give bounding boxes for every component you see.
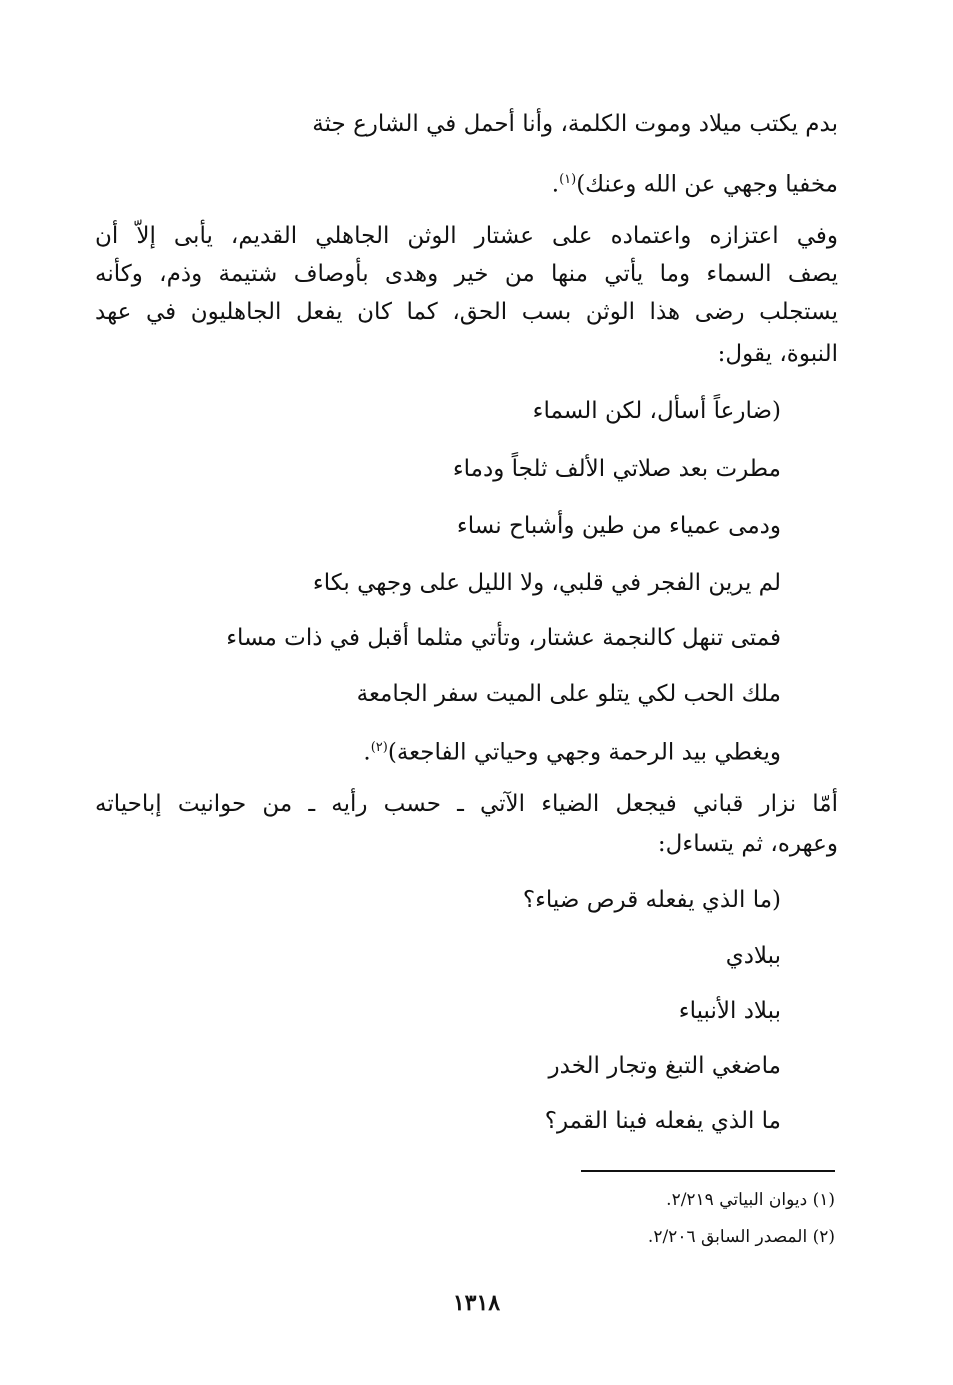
page-number: ١٣١٨ <box>452 1290 501 1316</box>
footnote-1 <box>666 1187 835 1213</box>
verse-line-2: مطرت بعد صلاتي الألف ثلجاً ودماء <box>452 456 781 482</box>
paragraph2-line-2: وعهره، ثم يتساءل: <box>657 831 838 857</box>
footnote-number-1: (١) <box>812 1190 835 1210</box>
verse2-line-1: (ما الذي يفعله قرص ضياء؟ <box>522 887 781 913</box>
verse-line-7: ويغطي بيد الرحمة وجهي وحياتي الفاجعة)$^{(٢)}$. <box>363 739 781 766</box>
verse-line-4: لم يرين الفجر في قلبي، ولا الليل على وجهي بكاء <box>312 570 781 596</box>
footnote-text-2: المصدر السابق ٢/٢٠٦. <box>647 1227 808 1247</box>
verse2-line-3: ببلاد الأنبياء <box>678 998 781 1024</box>
verse-line-3: ودمى عمياء من طين وأشباح نساء <box>456 513 781 539</box>
paragraph-line-3: يستجلب رضى هذا الوثن بسب الحق، كما كان يفعل الجاهليون في عهد <box>95 299 838 325</box>
footnote-text-1: ديوان البياتي ٢/٢١٩. <box>666 1190 808 1210</box>
text-line-2: مخفيا وجهي عن الله وعنك)$^{(١)}$. <box>551 171 838 198</box>
footnote-number-2: (٢) <box>812 1227 835 1247</box>
verse-line-1: (ضارعاً أسأل، لكن السماء <box>532 398 781 424</box>
paragraph-line-2: يصف السماء وما يأتي منها من خير وهدى بأوصاف شتيمة وذم، وكأنه <box>95 261 838 287</box>
footnote-ref-1: (١) <box>559 172 577 187</box>
paragraph2-line-1: أمّا نزار قباني فيجعل الضياء الآتي ـ حسب رأيه ـ من حوانيت إباحياته <box>95 791 838 817</box>
verse-line-5: فمتى تنهل كالنجمة عشتار، وتأتي مثلما أقبل في ذات مساء <box>226 625 781 651</box>
paragraph-line-4: النبوة، يقول: <box>717 341 838 367</box>
verse-line-6: ملك الحب لكي يتلو على الميت سفر الجامعة <box>356 681 781 707</box>
footnote-divider <box>581 1170 835 1172</box>
text-line-1: بدم يكتب ميلاد وموت الكلمة، وأنا أحمل في الشارع جثة <box>312 111 838 137</box>
footnote-2 <box>648 1224 835 1250</box>
verse2-line-2: ببلادي <box>725 943 781 969</box>
paragraph-line-1: وفي اعتزازه واعتماده على عشتار الوثن الجاهلي القديم، يأبى إلاّ أن <box>95 223 838 249</box>
verse2-line-5: ما الذي يفعله فينا القمر؟ <box>544 1108 781 1134</box>
footnote-ref-2: (٢) <box>370 740 388 755</box>
verse2-line-4: ماضغي التبغ وتجار الخدر <box>548 1053 781 1079</box>
